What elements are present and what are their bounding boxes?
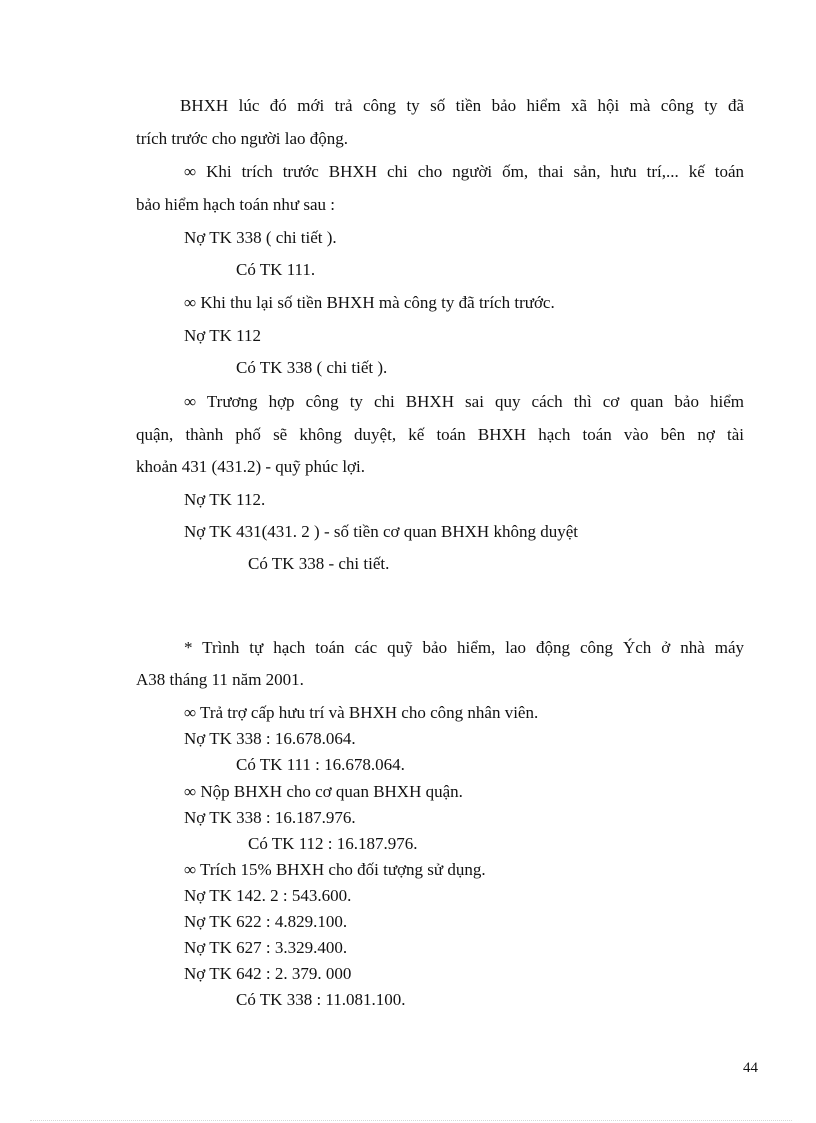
paragraph-1-line-1: BHXH lúc đó mới trả công ty số tiền bảo hiểm xã hội mà công ty đã — [180, 96, 744, 115]
paragraph-2-line-2: bảo hiểm hạch toán như sau : — [136, 195, 335, 214]
paragraph-4-line-3: khoản 431 (431.2) - quỹ phúc lợi. — [136, 457, 366, 476]
entry-2-debit: Nợ TK 112 — [184, 326, 261, 345]
paragraph-5-line-1: * Trình tự hạch toán các quỹ bảo hiểm, lao động công Ých ở nhà máy — [184, 638, 744, 657]
section-3-debit-3: Nợ TK 627 : 3.329.400. — [184, 938, 348, 957]
section-3-debit-1: Nợ TK 142. 2 : 543.600. — [184, 886, 352, 905]
page-number: 44 — [743, 1060, 758, 1076]
entry-2-credit: Có TK 338 ( chi tiết ). — [236, 358, 388, 377]
paragraph-5-line-2: A38 tháng 11 năm 2001. — [136, 670, 304, 689]
section-3-debit-4: Nợ TK 642 : 2. 379. 000 — [184, 964, 352, 983]
paragraph-4-line-2: quận, thành phố sẽ không duyệt, kế toán BHXH hạch toán vào bên nợ tài — [136, 425, 744, 444]
section-2-heading: ∞ Nộp BHXH cho cơ quan BHXH quận. — [184, 782, 463, 801]
section-1-heading: ∞ Trả trợ cấp hưu trí và BHXH cho công nhân viên. — [184, 703, 539, 722]
entry-3-credit: Có TK 338 - chi tiết. — [248, 554, 390, 573]
entry-3-debit-2: Nợ TK 431(431. 2 ) - số tiền cơ quan BHXH không duyệt — [184, 522, 578, 541]
entry-3-debit-1: Nợ TK 112. — [184, 490, 266, 509]
bottom-rule — [30, 1120, 792, 1121]
section-3-heading: ∞ Trích 15% BHXH cho đối tượng sử dụng. — [184, 860, 486, 879]
section-2-credit: Có TK 112 : 16.187.976. — [248, 834, 418, 853]
section-3-debit-2: Nợ TK 622 : 4.829.100. — [184, 912, 348, 931]
entry-1-credit: Có TK 111. — [236, 260, 316, 279]
section-2-debit: Nợ TK 338 : 16.187.976. — [184, 808, 356, 827]
section-3-credit: Có TK 338 : 11.081.100. — [236, 990, 406, 1009]
paragraph-4-line-1: ∞ Trương hợp công ty chi BHXH sai quy cách thì cơ quan bảo hiểm — [184, 392, 744, 411]
paragraph-3: ∞ Khi thu lại số tiền BHXH mà công ty đã trích trước. — [184, 293, 555, 312]
entry-1-debit: Nợ TK 338 ( chi tiết ). — [184, 228, 337, 247]
section-1-credit: Có TK 111 : 16.678.064. — [236, 755, 405, 774]
paragraph-2-line-1: ∞ Khi trích trước BHXH chi cho người ốm, thai sản, hưu trí,... kế toán — [184, 162, 744, 181]
paragraph-1-line-2: trích trước cho người lao động. — [136, 129, 349, 148]
section-1-debit: Nợ TK 338 : 16.678.064. — [184, 729, 356, 748]
